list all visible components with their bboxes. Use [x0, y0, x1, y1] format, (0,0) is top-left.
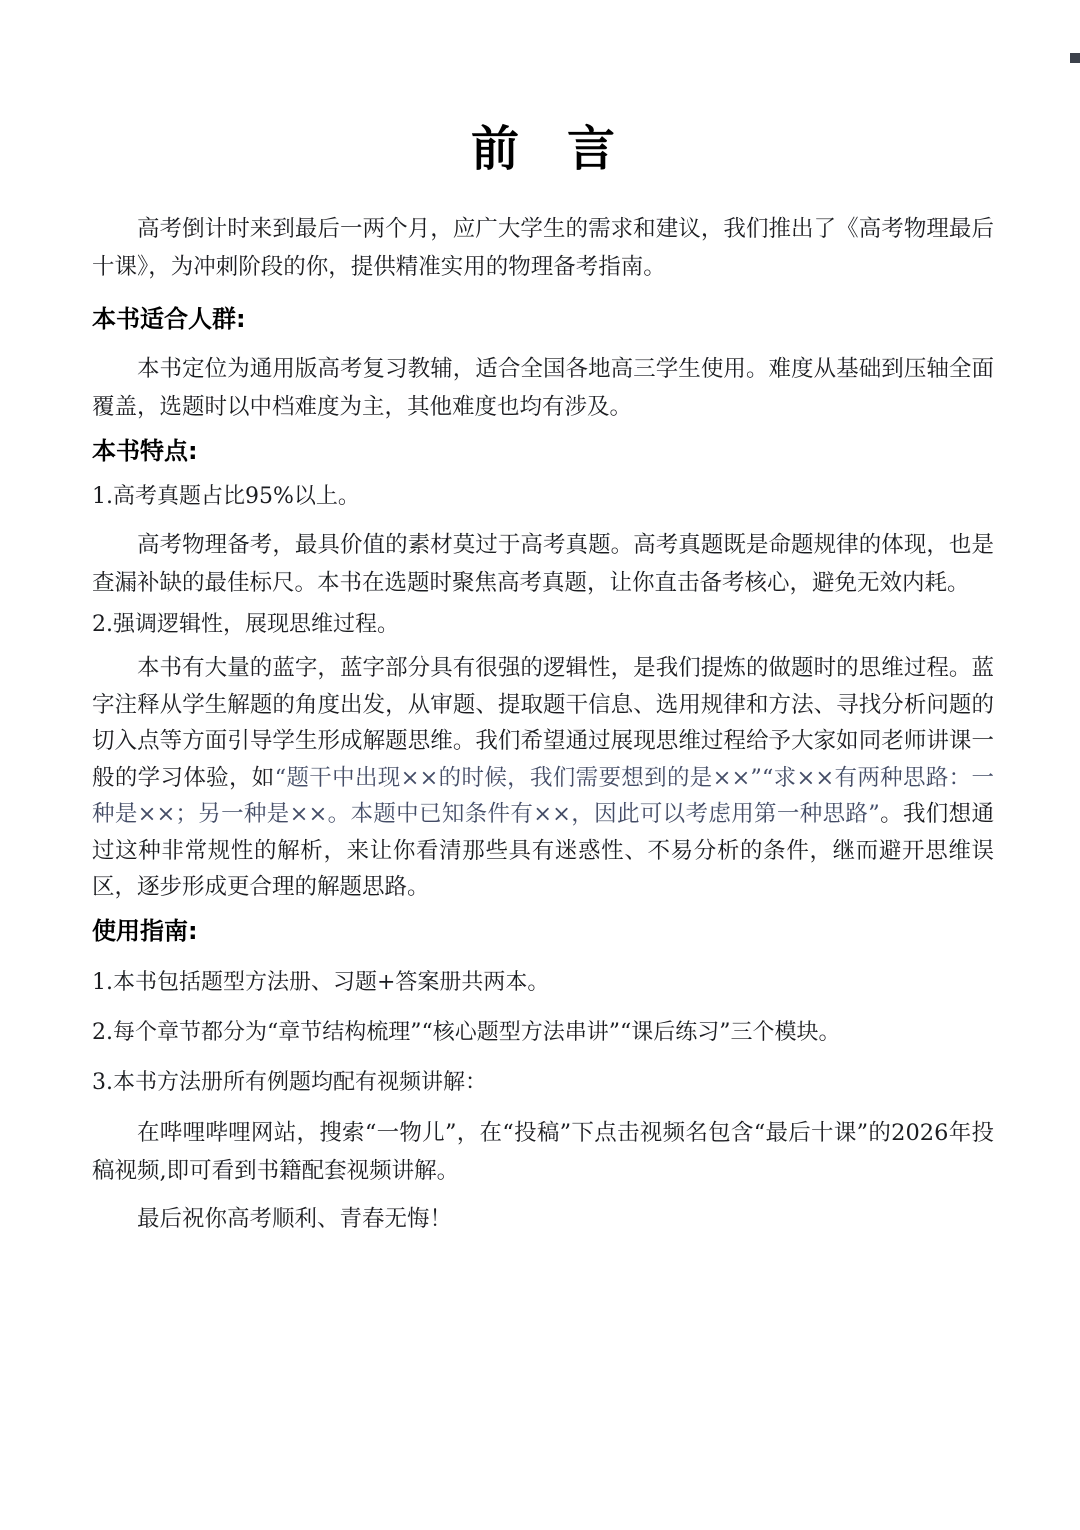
feature-1-title: 1.高考真题占比95%以上。 [92, 484, 360, 509]
page-title: 前 言 [470, 121, 615, 177]
guide-item-1: 1.本书包括题型方法册、习题+答案册共两本。 [92, 969, 550, 995]
guide-section-heading: 使用指南: [92, 916, 198, 945]
intro-paragraph: 高考倒计时来到最后一两个月，应广大学生的需求和建议，我们推出了《高考物理最后十课》，为冲刺阶段的你，提供精准实用的物理备考指南。 [92, 216, 994, 280]
scan-artifact-mark [1070, 53, 1080, 63]
closing-wish-paragraph: 最后祝你高考顺利、青春无悔！ [137, 1205, 453, 1232]
feature-2-text-black-tail: 。我们想通过这种非常规性的解析，来让你看清那些具有迷惑性、不易分析的条件，继而避开思维误区，逐步形成更合理的解题思路。 [92, 801, 994, 900]
features-section-heading: 本书特点: [92, 437, 198, 465]
feature-1-paragraph: 高考物理备考，最具价值的素材莫过于高考真题。高考真题既是命题规律的体现，也是查漏补缺的最佳标尺。本书在选题时聚焦高考真题，让你直击备考核心，避免无效内耗。 [92, 532, 994, 596]
video-instructions-paragraph: 在哔哩哔哩网站，搜索“一物儿”，在“投稿”下点击视频名包含“最后十课”的2026年投稿视频,即可看到书籍配套视频讲解。 [92, 1119, 994, 1184]
audience-paragraph: 本书定位为通用版高考复习教辅，适合全国各地高三学生使用。难度从基础到压轴全面覆盖，选题时以中档难度为主，其他难度也均有涉及。 [92, 356, 994, 420]
guide-item-2: 2.每个章节都分为“章节结构梳理”“核心题型方法串讲”“课后练习”三个模块。 [92, 1019, 841, 1045]
audience-section-heading: 本书适合人群: [92, 305, 246, 333]
feature-2-text-black-lead: 本书有大量的蓝字，蓝字部分具有很强的逻辑性，是我们提炼的做题时的思维过程。蓝字注释从学生解题的角度出发，从审题、提取题干信息、选用规律和方法、寻找分析问题的切入点等方面引导学生形成解题思维。我们希望通过展现思维过程给予大家如同老师讲课一般的学习体验，如 [92, 655, 994, 791]
feature-2-title: 2.强调逻辑性，展现思维过程。 [92, 612, 399, 637]
feature-2-paragraph [92, 650, 994, 906]
feature-2-text-blue-example: “题干中出现××的时候，我们需要想到的是××”“求××有两种思路：一种是××；另一种是××。本题中已知条件有××，因此可以考虑用第一种思路” [92, 764, 994, 827]
guide-item-3: 3.本书方法册所有例题均配有视频讲解： [92, 1069, 487, 1095]
